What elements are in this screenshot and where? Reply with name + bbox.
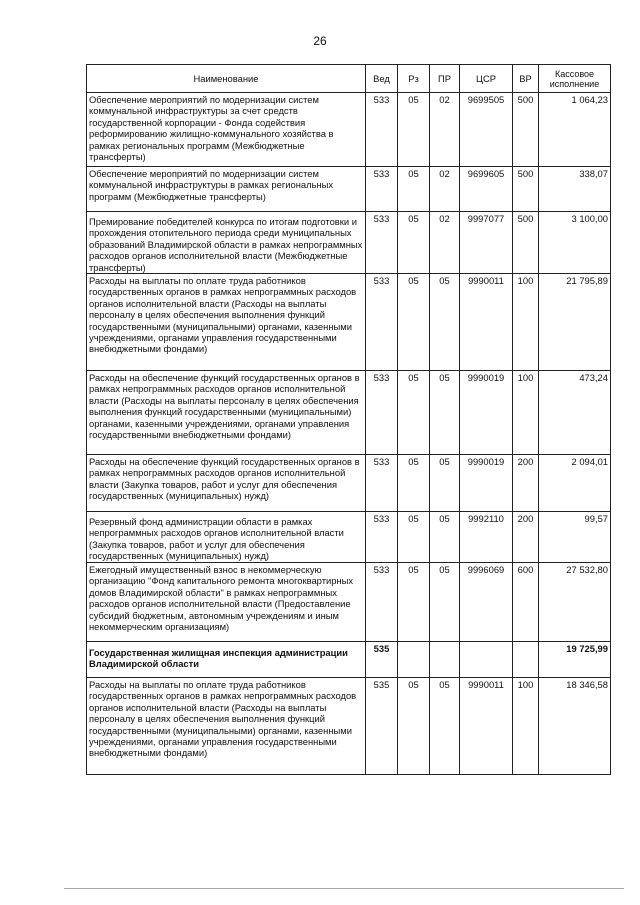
row-csr: 9699505 [460, 93, 513, 167]
header-vr: ВР [513, 65, 539, 93]
row-csr: 9997077 [460, 212, 513, 274]
row-name: Премирование победителей конкурса по итогам подготовки и прохождения отопительного периода среди муниципальных образований Владимирской области в рамках непрограммных расходов органов исполнительной власти (Межбюджетные трансферты) [87, 212, 366, 274]
header-rz: Рз [398, 65, 430, 93]
table-row [87, 274, 611, 371]
header-pr: ПР [430, 65, 460, 93]
row-vr: 500 [513, 93, 539, 167]
row-amount: 338,07 [539, 167, 611, 212]
header-name: Наименование [87, 65, 366, 93]
row-pr: 05 [430, 274, 460, 371]
row-name: Обеспечение мероприятий по модернизации систем коммунальной инфраструктуры за счет средств государственной корпорации - Фонда содействия реформированию жилищно-коммунального хозяйства в рамках региональных программ (Межбюджетные трансферты) [87, 93, 366, 167]
row-pr: 05 [430, 678, 460, 775]
row-name: Расходы на обеспечение функций государственных органов в рамках непрограммных расходов органов исполнительной власти (Расходы на выплаты персоналу в целях обеспечения выполнения функций государственными (муниципальными) органами, казенными учреждениями, органами управления государственными внебюджетными фондами) [87, 371, 366, 455]
row-pr [430, 642, 460, 678]
row-vr: 200 [513, 455, 539, 512]
row-vr: 600 [513, 563, 539, 642]
row-amount: 19 725,99 [539, 642, 611, 678]
row-pr: 02 [430, 212, 460, 274]
row-rz: 05 [398, 167, 430, 212]
row-rz: 05 [398, 512, 430, 563]
row-pr: 05 [430, 512, 460, 563]
row-pr: 02 [430, 167, 460, 212]
row-ved: 533 [366, 93, 398, 167]
header-amount: Кассовое исполнение [539, 65, 611, 93]
row-ved: 533 [366, 274, 398, 371]
row-vr: 200 [513, 512, 539, 563]
row-csr: 9992110 [460, 512, 513, 563]
row-amount: 473,24 [539, 371, 611, 455]
row-pr: 05 [430, 455, 460, 512]
row-rz: 05 [398, 563, 430, 642]
row-ved: 535 [366, 678, 398, 775]
row-ved: 533 [366, 167, 398, 212]
row-rz: 05 [398, 212, 430, 274]
row-csr: 9990011 [460, 274, 513, 371]
row-amount: 2 094,01 [539, 455, 611, 512]
row-csr: 9996069 [460, 563, 513, 642]
row-rz: 05 [398, 455, 430, 512]
row-name: Резервный фонд администрации области в рамках непрограммных расходов органов исполнительной власти (Закупка товаров, работ и услуг для обеспечения государственных (муниципальных) нужд) [87, 512, 366, 563]
row-name: Расходы на выплаты по оплате труда работников государственных органов в рамках непрограммных расходов органов исполнительной власти (Расходы на выплаты персоналу в целях обеспечения выполнения функций государственными (муниципальными) органами, казенными учреждениями, органами управления государственными внебюджетными фондами) [87, 274, 366, 371]
row-vr: 500 [513, 212, 539, 274]
row-ved: 533 [366, 563, 398, 642]
table-row [87, 563, 611, 642]
row-name: Расходы на выплаты по оплате труда работников государственных органов в рамках непрограммных расходов органов исполнительной власти (Расходы на выплаты персоналу в целях обеспечения выполнения функций государственными (муниципальными) органами, казенными учреждениями, органами управления государственными внебюджетными фондами) [87, 678, 366, 775]
table-row [87, 455, 611, 512]
row-csr: 9699605 [460, 167, 513, 212]
row-rz: 05 [398, 93, 430, 167]
row-name: Ежегодный имущественный взнос в некоммерческую организацию "Фонд капитального ремонта многоквартирных домов Владимирской области" в рамках непрограммных расходов органов исполнительной власти (Предоставление субсидий бюджетным, автономным учреждениям и иным некоммерческим организациям) [87, 563, 366, 642]
row-csr [460, 642, 513, 678]
row-amount: 18 346,58 [539, 678, 611, 775]
row-rz [398, 642, 430, 678]
row-amount: 99,57 [539, 512, 611, 563]
row-pr: 05 [430, 563, 460, 642]
row-rz: 05 [398, 371, 430, 455]
row-rz: 05 [398, 678, 430, 775]
row-ved: 533 [366, 371, 398, 455]
row-vr: 100 [513, 274, 539, 371]
table-row [87, 93, 611, 167]
row-ved: 533 [366, 512, 398, 563]
row-ved: 535 [366, 642, 398, 678]
bottom-scan-rule [64, 888, 624, 889]
row-pr: 02 [430, 93, 460, 167]
row-ved: 533 [366, 212, 398, 274]
row-amount: 27 532,80 [539, 563, 611, 642]
row-pr: 05 [430, 371, 460, 455]
table-header-row [87, 65, 611, 93]
table-row-section [87, 642, 611, 678]
header-csr: ЦСР [460, 65, 513, 93]
row-vr [513, 642, 539, 678]
table-row [87, 678, 611, 775]
row-name: Обеспечение мероприятий по модернизации систем коммунальной инфраструктуры в рамках региональных программ (Межбюджетные трансферты) [87, 167, 366, 212]
row-ved: 533 [366, 455, 398, 512]
table-row [87, 512, 611, 563]
table-row [87, 167, 611, 212]
row-csr: 9990011 [460, 678, 513, 775]
header-ved: Вед [366, 65, 398, 93]
row-amount: 3 100,00 [539, 212, 611, 274]
budget-execution-table [86, 64, 611, 775]
page-number: 26 [313, 34, 327, 48]
row-vr: 500 [513, 167, 539, 212]
table-row [87, 212, 611, 274]
row-vr: 100 [513, 678, 539, 775]
row-name: Расходы на обеспечение функций государственных органов в рамках непрограммных расходов органов исполнительной власти (Закупка товаров, работ и услуг для обеспечения государственных (муниципальных) нужд) [87, 455, 366, 512]
table-row [87, 371, 611, 455]
row-csr: 9990019 [460, 455, 513, 512]
row-amount: 1 064,23 [539, 93, 611, 167]
row-csr: 9990019 [460, 371, 513, 455]
row-vr: 100 [513, 371, 539, 455]
row-amount: 21 795,89 [539, 274, 611, 371]
row-name: Государственная жилищная инспекция администрации Владимирской области [87, 642, 366, 678]
row-rz: 05 [398, 274, 430, 371]
